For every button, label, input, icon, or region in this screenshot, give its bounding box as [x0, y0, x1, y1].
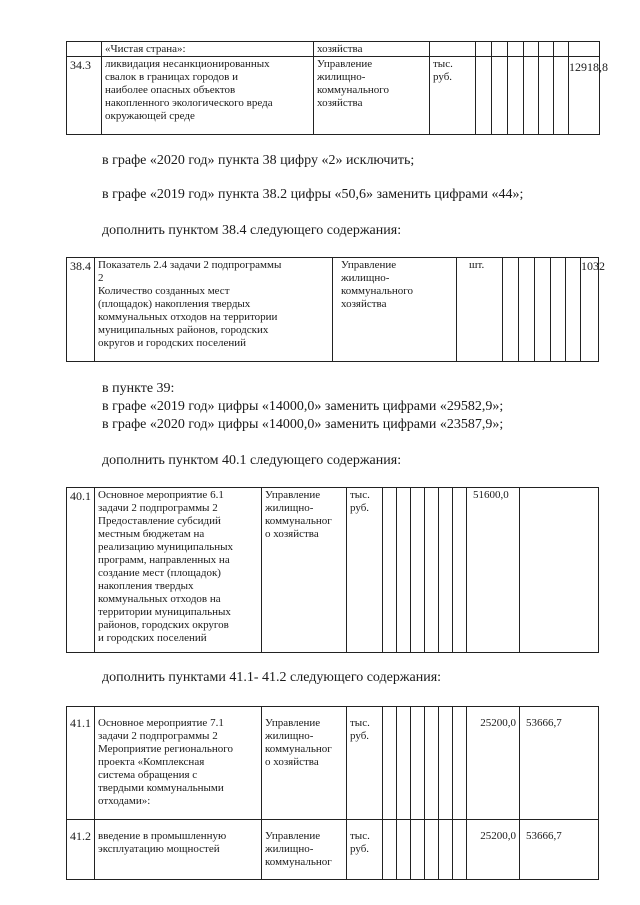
row-number: 38.4 [67, 258, 95, 362]
table-row [67, 707, 599, 820]
row-org: Управление жилищно- коммунальног о хозяйства [262, 707, 347, 820]
paragraph-5: дополнить пунктом 40.1 следующего содержания: [102, 453, 402, 468]
row-text: введение в промышленную эксплуатацию мощностей [95, 820, 262, 880]
table-row [67, 820, 599, 880]
paragraph-3: дополнить пунктом 38.4 следующего содержания: [102, 223, 402, 238]
row-org: Управление жилищно- коммунального хозяйства [314, 57, 430, 135]
table-34-3 [66, 41, 608, 135]
row-unit: тыс. руб. [347, 707, 383, 820]
row-value: 12918,8 [569, 57, 600, 135]
table-41 [66, 706, 599, 880]
row-value: 51600,0 [467, 488, 520, 653]
row-unit: шт. [457, 258, 503, 362]
row-value-1: 25200,0 [467, 707, 520, 820]
row-number: 40.1 [67, 488, 95, 653]
row-text: Основное мероприятие 6.1 задачи 2 подпрограммы 2 Предоставление субсидий местным бюджетам на реализацию муниципальных программ, направленных на создание мест (площадок) накопления твердых коммунальных отходов на территории муниципальных районов, городских округов и городских поселений [95, 488, 262, 653]
row-org: хозяйства [314, 42, 430, 57]
row-value-2: 53666,7 [520, 707, 599, 820]
paragraph-4a: в пункте 39: [102, 381, 175, 396]
table-40-1 [66, 487, 599, 653]
row-org: Управление жилищно- коммунальног [262, 820, 347, 880]
row-text: Основное мероприятие 7.1 задачи 2 подпрограммы 2 Мероприятие регионального проекта «Комплексная система обращения с твердыми коммунальными отходами»: [95, 707, 262, 820]
row-value-2: 53666,7 [520, 820, 599, 880]
table-row [67, 258, 599, 362]
paragraph-1: в графе «2020 год» пункта 38 цифру «2» исключить; [102, 153, 415, 168]
row-org: Управление жилищно- коммунального хозяйства [333, 258, 457, 362]
row-text: ликвидация несанкционированных свалок в границах городов и наиболее опасных объектов накопленного экологического вреда окружающей среде [102, 57, 314, 135]
row-org: Управление жилищно- коммунальног о хозяйства [262, 488, 347, 653]
row-value: 1032 [581, 258, 599, 362]
row-text: «Чистая страна»: [102, 42, 314, 57]
paragraph-2: в графе «2019 год» пункта 38.2 цифры «50,6» заменить цифрами «44»; [102, 187, 524, 202]
row-number: 41.1 [67, 707, 95, 820]
row-unit: тыс. руб. [347, 488, 383, 653]
paragraph-4b: в графе «2019 год» цифры «14000,0» заменить цифрами «29582,9»; [102, 399, 504, 414]
row-unit: тыс. руб. [430, 57, 476, 135]
paragraph-4c: в графе «2020 год» цифры «14000,0» заменить цифрами «23587,9»; [102, 417, 504, 432]
table-row [67, 488, 599, 653]
row-text: Показатель 2.4 задачи 2 подпрограммы 2 Количество созданных мест (площадок) накопления твердых коммунальных отходов на территории муниципальных районов, городских округов и городских поселений [95, 258, 333, 362]
row-unit: тыс. руб. [347, 820, 383, 880]
table-row [67, 42, 600, 57]
table-38-4 [66, 257, 605, 362]
row-number: 34.3 [67, 57, 102, 135]
row-number: 41.2 [67, 820, 95, 880]
paragraph-6: дополнить пунктами 41.1- 41.2 следующего содержания: [102, 670, 442, 685]
table-row [67, 57, 600, 135]
row-value-1: 25200,0 [467, 820, 520, 880]
